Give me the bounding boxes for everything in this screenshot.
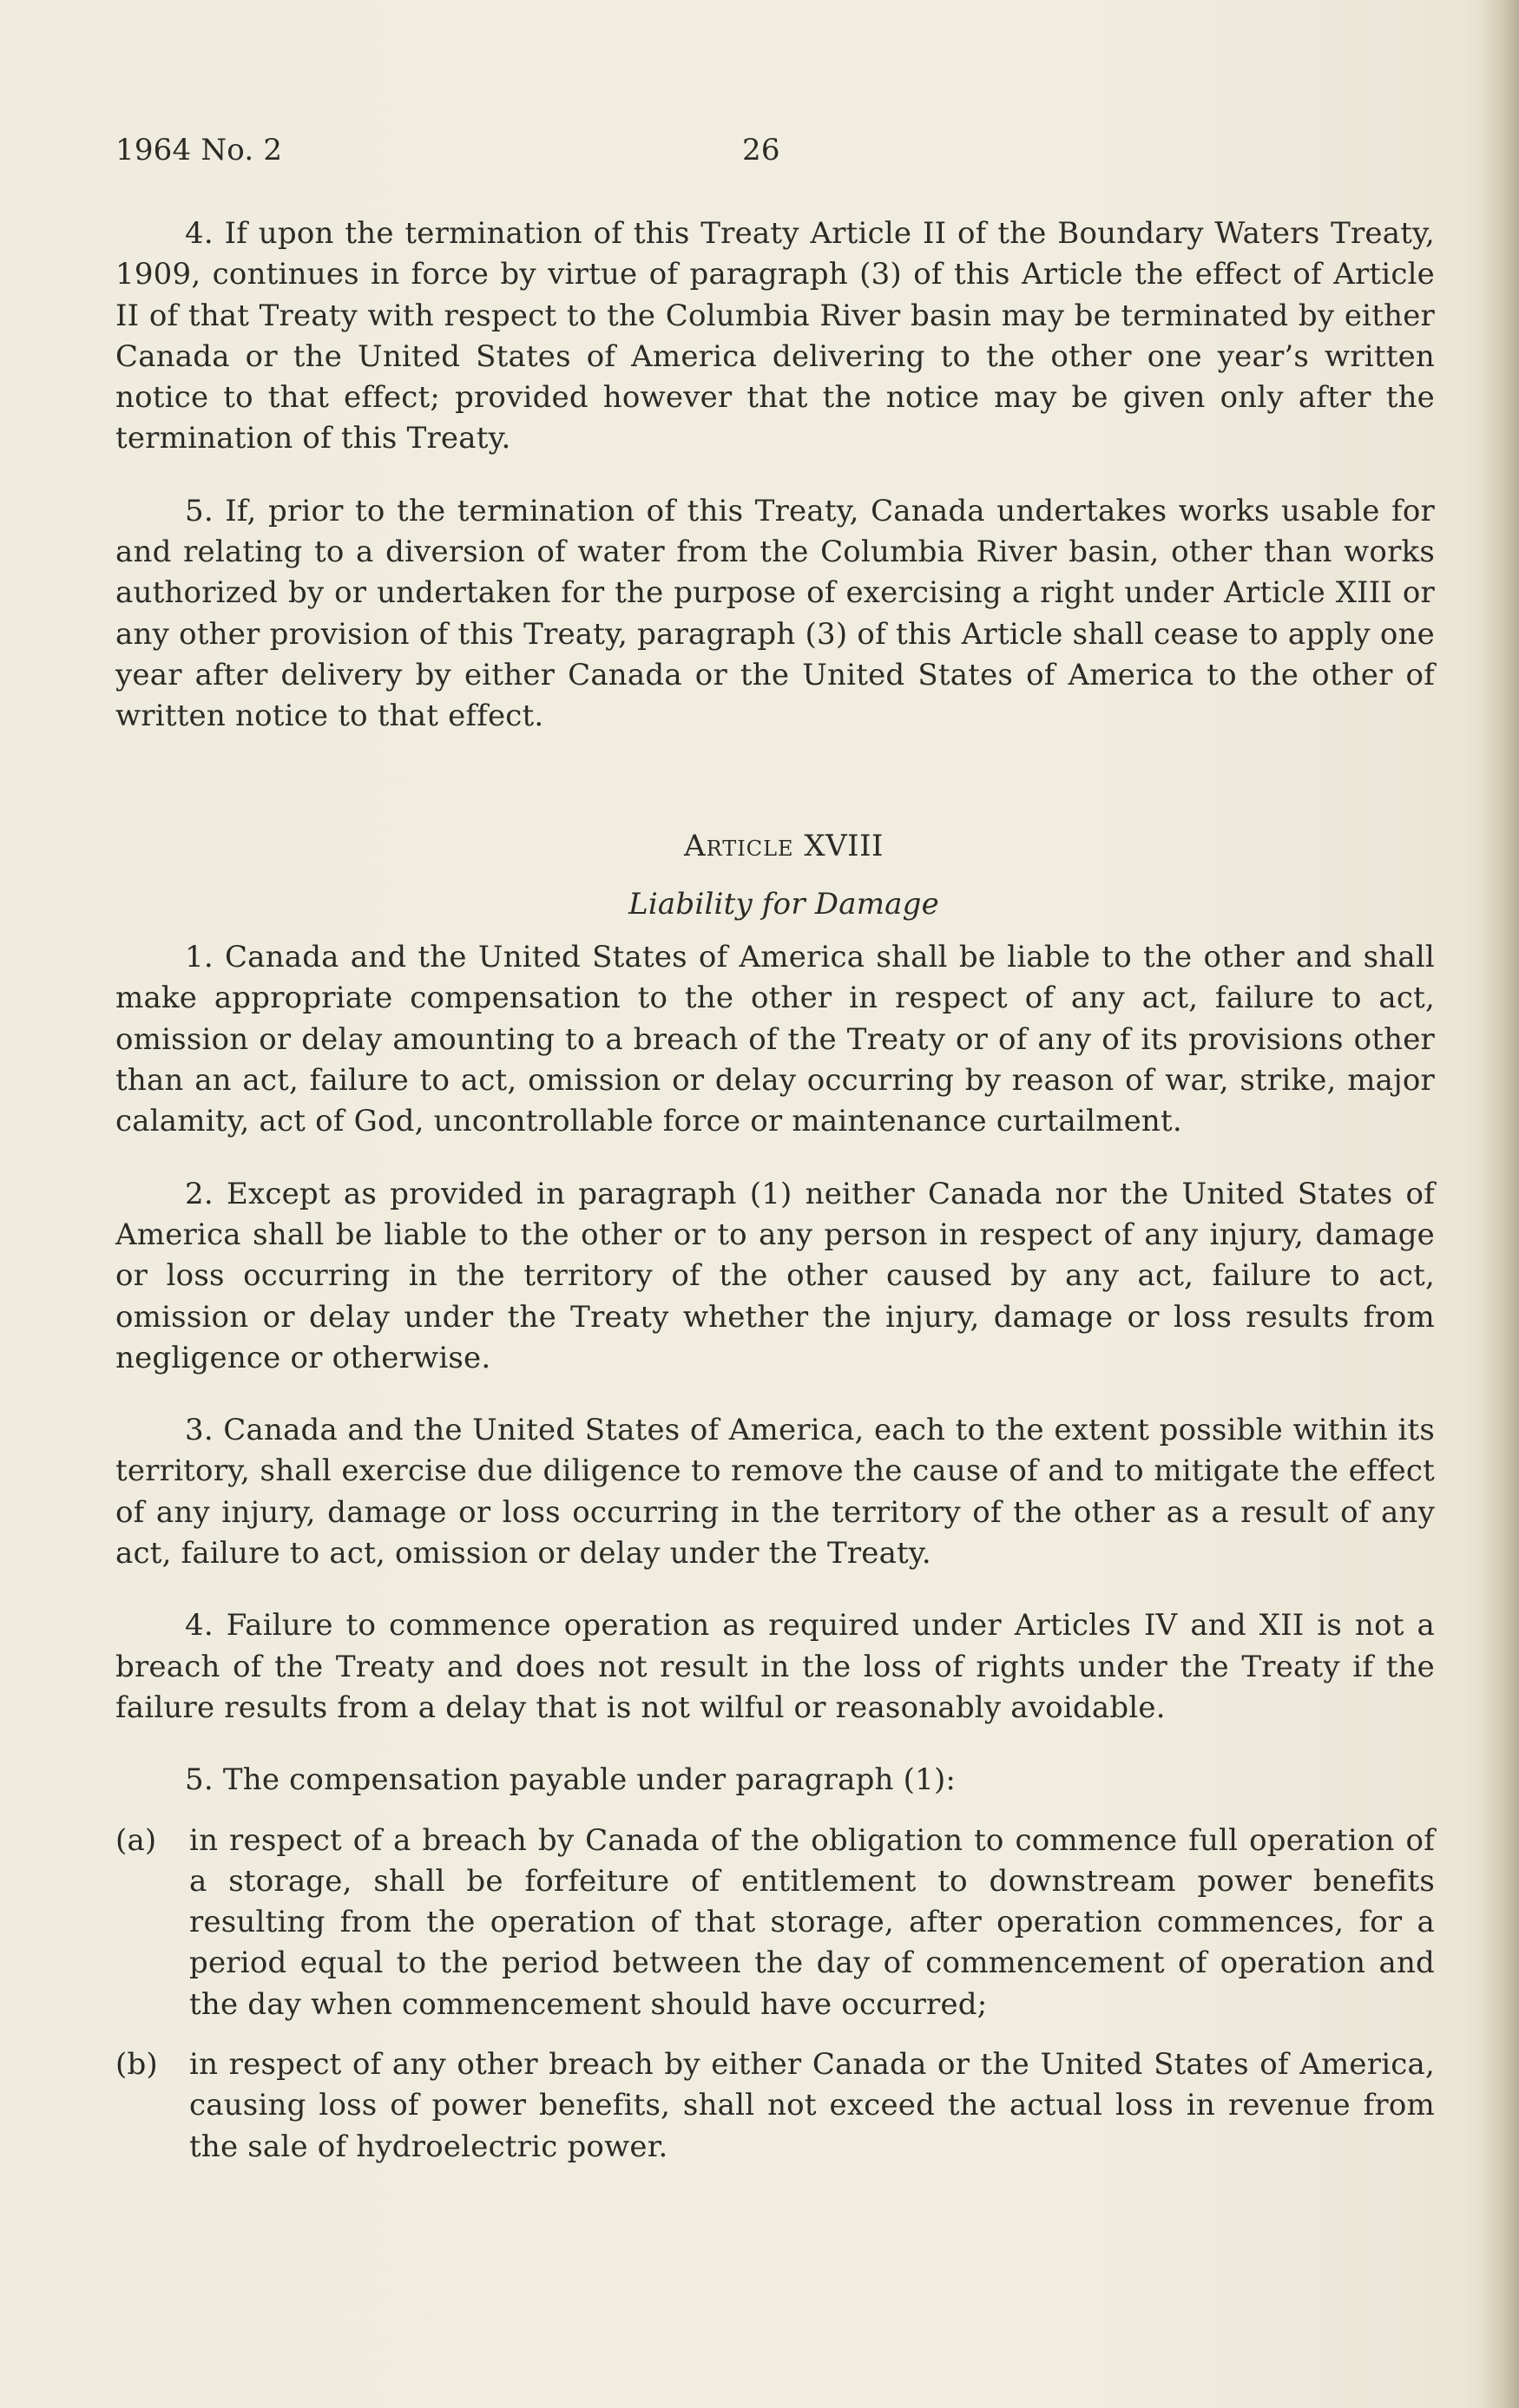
article-subtitle: Liability for Damage	[628, 886, 939, 922]
subitem-a-text: in respect of a breach by Canada of the obligation to commence full operation of a storage, shall be forfeiture of entitlement to downstream power benefits resulting from the operation of that storage, after operation commences, for a period equal to the period between the day of commencement of operation and the day when commencement should have occurred;	[189, 1822, 1435, 2022]
subitem-a	[115, 1821, 1435, 2025]
article-heading-word: Article	[684, 828, 794, 863]
article-heading-number: XVIII	[804, 828, 884, 863]
subitem-b-label: (b)	[115, 2046, 158, 2082]
paragraph-4-termination: 4. If upon the termination of this Treaty Article II of the Boundary Waters Treaty, 1909, continues in force by virtue of paragraph (3) of this Article the effect of Article II of that Treaty with respect to the Columbia River basin may be terminated by either Canada or the United States of America delivering to the other one year’s written notice to that effect; provided however that the notice may be given only after the termination of this Treaty.	[115, 216, 1435, 456]
page-spine-shadow	[1481, 0, 1519, 2408]
article-paragraph-4: 4. Failure to commence operation as required under Articles IV and XII is not a breach of the Treaty and does not result in the loss of rights under the Treaty if the failure results from a delay that is not wilful or reasonably avoidable.	[115, 1608, 1435, 1725]
subitem-b-text: in respect of any other breach by either Canada or the United States of America, causing loss of power benefits, shall not exceed the actual loss in revenue from the sale of hydroelectric power.	[189, 2046, 1435, 2164]
page-number: 26	[742, 133, 780, 167]
article-heading	[115, 826, 1435, 867]
subitem-b	[115, 2044, 1435, 2168]
page-content	[115, 130, 1435, 2168]
article-paragraph-5: 5. The compensation payable under paragraph (1):	[185, 1762, 957, 1798]
article-paragraph-3: 3. Canada and the United States of America, each to the extent possible within its territory, shall exercise due diligence to remove the cause of and to mitigate the effect of any injury, damage or loss occurring in the territory of the other as a result of any act, failure to act, omission or delay under the Treaty.	[115, 1413, 1435, 1571]
subitem-a-label: (a)	[115, 1822, 157, 1858]
article-paragraph-2: 2. Except as provided in paragraph (1) neither Canada nor the United States of America shall be liable to the other or to any person in respect of any injury, damage or loss occurring in the territory of the other caused by any act, failure to act, omission or delay under the Treaty whether the injury, damage or loss results from negligence or otherwise.	[115, 1176, 1435, 1375]
article-paragraph-1: 1. Canada and the United States of America shall be liable to the other and shall make appropriate compensation to the other in respect of any act, failure to act, omission or delay amounting to a breach of the Treaty or of any of its provisions other than an act, failure to act, omission or delay occurring by reason of war, strike, major calamity, act of God, uncontrollable force or maintenance curtailment.	[115, 940, 1435, 1139]
running-head	[115, 130, 1435, 179]
paragraph-5-diversion: 5. If, prior to the termination of this Treaty, Canada undertakes works usable for and relating to a diversion of water from the Columbia River basin, other than works authorized by or undertaken for the purpose of exercising a right under Article XIII or any other provision of this Treaty, paragraph (3) of this Article shall cease to apply one year after delivery by either Canada or the United States of America to the other of written notice to that effect.	[115, 493, 1435, 734]
running-head-citation: 1964 No. 2	[115, 133, 283, 167]
